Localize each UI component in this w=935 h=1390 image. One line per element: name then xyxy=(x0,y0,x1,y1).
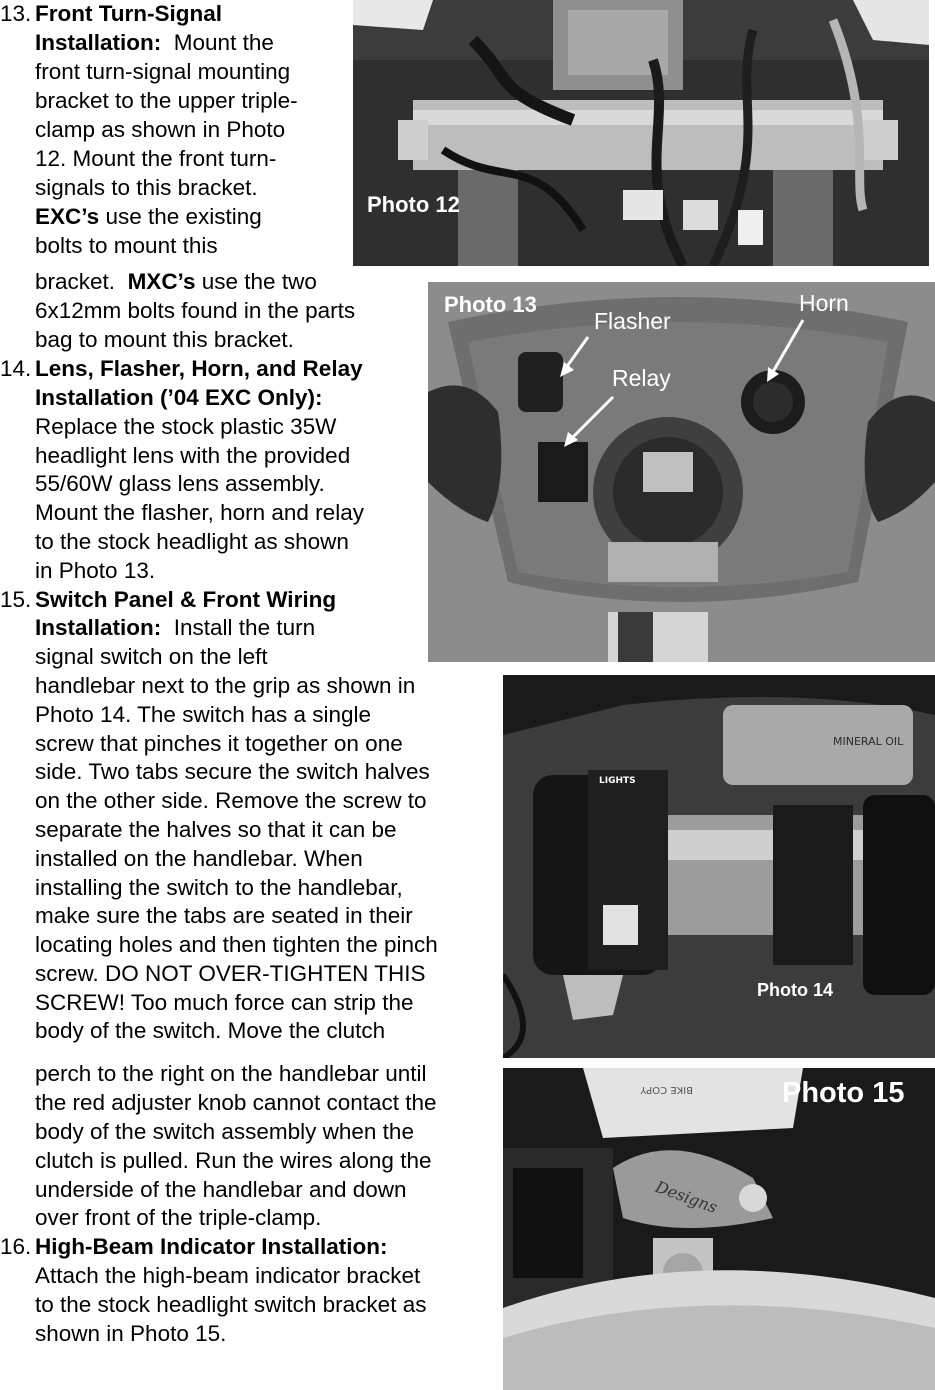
bracket-logo-text: Designs xyxy=(652,1177,720,1217)
step-14-text: 55/60W glass lens assembly. xyxy=(35,471,325,496)
photo-13-illustration xyxy=(428,282,935,662)
photo-14-illustration xyxy=(503,675,935,1058)
photo-14-label: Photo 14 xyxy=(757,980,834,1000)
photo-13 xyxy=(428,282,935,662)
relay-callout: Relay xyxy=(612,365,671,391)
step-13-text: bracket to the upper triple- xyxy=(35,88,298,113)
step-15-text: body of the switch. Move the clutch xyxy=(35,1018,386,1043)
step-15-text: the red adjuster knob cannot contact the xyxy=(35,1090,437,1115)
step-14-text: Mount the flasher, horn and relay xyxy=(35,500,364,525)
step-15-number: 15. xyxy=(0,587,32,612)
step-15-title-line-2: Installation: Install the turn xyxy=(35,615,316,640)
step-14-number: 14. xyxy=(0,356,32,381)
step-13-text: front turn-signal mounting xyxy=(35,59,291,84)
step-13-text: bolts to mount this xyxy=(35,233,218,258)
photo-14 xyxy=(503,675,935,1058)
step-16-text: to the stock headlight switch bracket as xyxy=(35,1292,427,1317)
step-13-text: 6x12mm bolts found in the parts xyxy=(35,298,356,323)
step-14-text: to the stock headlight as shown xyxy=(35,529,349,554)
step-13-text: bracket. MXC’s use the two xyxy=(35,269,317,294)
step-15-text: separate the halves so that it can be xyxy=(35,817,397,842)
step-16-text: shown in Photo 15. xyxy=(35,1321,227,1346)
step-13-text: bag to mount this bracket. xyxy=(35,327,294,352)
step-13-text: signals to this bracket. xyxy=(35,175,258,200)
step-13-text: clamp as shown in Photo xyxy=(35,117,286,142)
photo-15 xyxy=(503,1068,935,1390)
photo-12-label: Photo 12 xyxy=(367,192,460,217)
photo-13-label: Photo 13 xyxy=(444,292,537,317)
step-15-text: screw. DO NOT OVER-TIGHTEN THIS xyxy=(35,961,426,986)
step-15-text: signal switch on the left xyxy=(35,644,268,669)
step-15-text: make sure the tabs are seated in their xyxy=(35,903,413,928)
step-14-title-line-1: Lens, Flasher, Horn, and Relay xyxy=(35,356,363,381)
horn-callout: Horn xyxy=(799,290,849,316)
photo-12-illustration xyxy=(353,0,929,266)
step-15-text: body of the switch assembly when the xyxy=(35,1119,414,1144)
step-15-text: Photo 14. The switch has a single xyxy=(35,702,372,727)
step-16-number: 16. xyxy=(0,1234,32,1259)
step-15-text: SCREW! Too much force can strip the xyxy=(35,990,414,1015)
step-13-title-line-2: Installation: Mount the xyxy=(35,30,274,55)
step-14-text: in Photo 13. xyxy=(35,558,156,583)
step-16-text: Attach the high-beam indicator bracket xyxy=(35,1263,421,1288)
photo-15-label: Photo 15 xyxy=(782,1077,905,1109)
step-13-title-line-1: Front Turn-Signal xyxy=(35,1,223,26)
switch-lights-text: LIGHTS xyxy=(599,776,636,786)
sticker-text: BIKE COPY xyxy=(640,1084,693,1095)
step-15-text: underside of the handlebar and down xyxy=(35,1177,407,1202)
step-13-text: EXC’s use the existing xyxy=(35,204,262,229)
step-14-title-line-2: Installation (’04 EXC Only): xyxy=(35,385,323,410)
lever-marking: MINERAL OIL xyxy=(833,735,904,748)
photo-12 xyxy=(353,0,929,266)
photo-15-illustration xyxy=(503,1068,935,1390)
step-15-text: handlebar next to the grip as shown in xyxy=(35,673,416,698)
step-15-text: on the other side. Remove the screw to xyxy=(35,788,427,813)
step-15-text: clutch is pulled. Run the wires along the xyxy=(35,1148,432,1173)
step-15-text: installed on the handlebar. When xyxy=(35,846,363,871)
step-13-text: 12. Mount the front turn- xyxy=(35,146,277,171)
step-15-text: perch to the right on the handlebar until xyxy=(35,1061,427,1086)
step-15-text: screw that pinches it together on one xyxy=(35,731,403,756)
step-14-text: headlight lens with the provided xyxy=(35,443,351,468)
step-15-text: over front of the triple-clamp. xyxy=(35,1205,322,1230)
step-13-number: 13. xyxy=(0,1,32,26)
step-15-text: locating holes and then tighten the pinch xyxy=(35,932,438,957)
step-16-title: High-Beam Indicator Installation: xyxy=(35,1234,388,1259)
step-15-text: installing the switch to the handlebar, xyxy=(35,875,403,900)
step-14-text: Replace the stock plastic 35W xyxy=(35,414,337,439)
step-15-title-line-1: Switch Panel & Front Wiring xyxy=(35,587,337,612)
flasher-callout: Flasher xyxy=(594,308,671,334)
step-15-text: side. Two tabs secure the switch halves xyxy=(35,759,430,784)
